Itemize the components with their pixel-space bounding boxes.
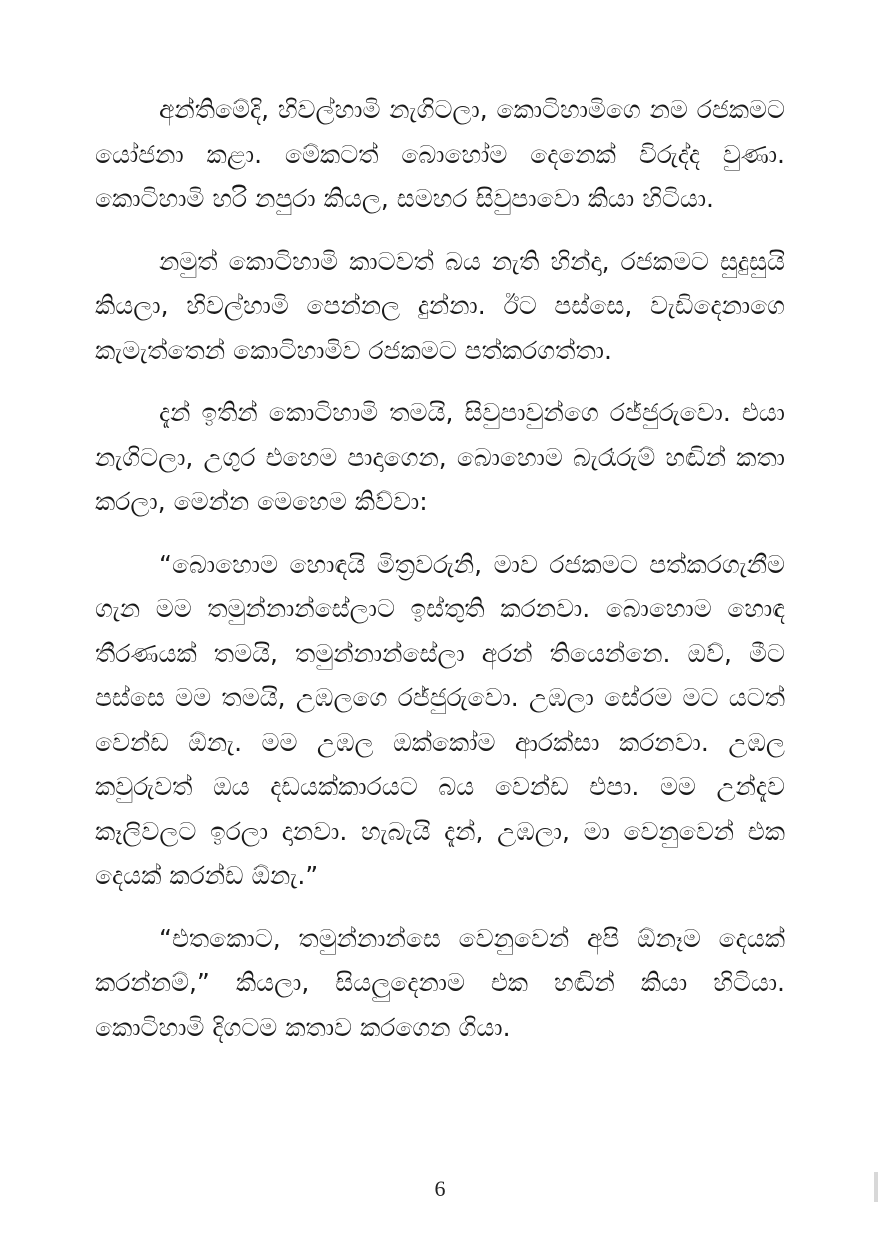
paragraph-5: “එතකොට, තමුන්නාන්සෙ වෙනුවෙන් අපි ඕනෑම දෙයක් කරන්නම්,” කියලා, සියලුදෙනාම එක හඬින් කියා හිටියා. කොටිහාමි දිගටම කතාව කරගෙන ගියා. <box>95 923 785 1042</box>
paragraph-4: “බොහොම හොඳයි මිත්‍රවරුනි, මාව රජකමට පත්කරගැනීම ගැන මම තමුන්නාන්සේලාට ඉස්තුති කරනවා. බොහොම හොඳ තීරණයක් තමයි, තමුන්නාන්සේලා අරන් තියෙන්නෙ. ඔව්, මීට පස්සෙ මම තමයි, උඹලගෙ රජ්ජුරුවො. උඹලා සේරම මට යටත් වෙන්ඩ ඕනැ. මම උඹල ඔක්කෝම ආරක්සා කරනවා. උඹල කවුරුවත් ඔය දඩයක්කාරයට බය වෙන්ඩ එපා. මම උන්දැව කෑලිවලට ඉරලා දානවා. හැබැයි දැන්, උඹලා, මා වෙනුවෙන් එක දෙයක් කරන්ඩ ඕනැ.” <box>95 549 785 890</box>
page-body-text <box>95 88 785 1068</box>
paragraph-2: නමුත් කොටිහාමි කාටවත් බය නැති හින්දා, රජකමට සුදුසුයි කියලා, හිවල්හාමි පෙන්නල දුන්නා. ඊට පස්සෙ, වැඩිදෙනාගෙ කැමැත්තෙන් කොටිහාමිව රජකමට පත්කරගත්තා. <box>95 246 785 365</box>
page-edge-shadow <box>874 1172 878 1202</box>
paragraph-1: අන්තිමේදි, හිවල්හාමි නැගිටලා, කොටිහාමිගෙ නම රජකමට යෝජනා කළා. මේකටත් බොහෝම දෙනෙක් විරුද්ද වුණා. කොටිහාමි හරි නපුරා කියල, සමහර සිවුපාවො කියා හිටියා. <box>95 95 785 213</box>
page-number: 6 <box>434 1176 446 1201</box>
paragraph-3: දැන් ඉතින් කොටිහාමි තමයි, සිවුපාවුන්ගෙ රජ්ජුරුවො. එයා නැගිටලා, උගුර එහෙම පාදාගෙන, බොහොම බැරෑරුම් හඬින් කතා කරලා, මෙන්න මෙහෙම කිව්වා: <box>95 398 785 516</box>
